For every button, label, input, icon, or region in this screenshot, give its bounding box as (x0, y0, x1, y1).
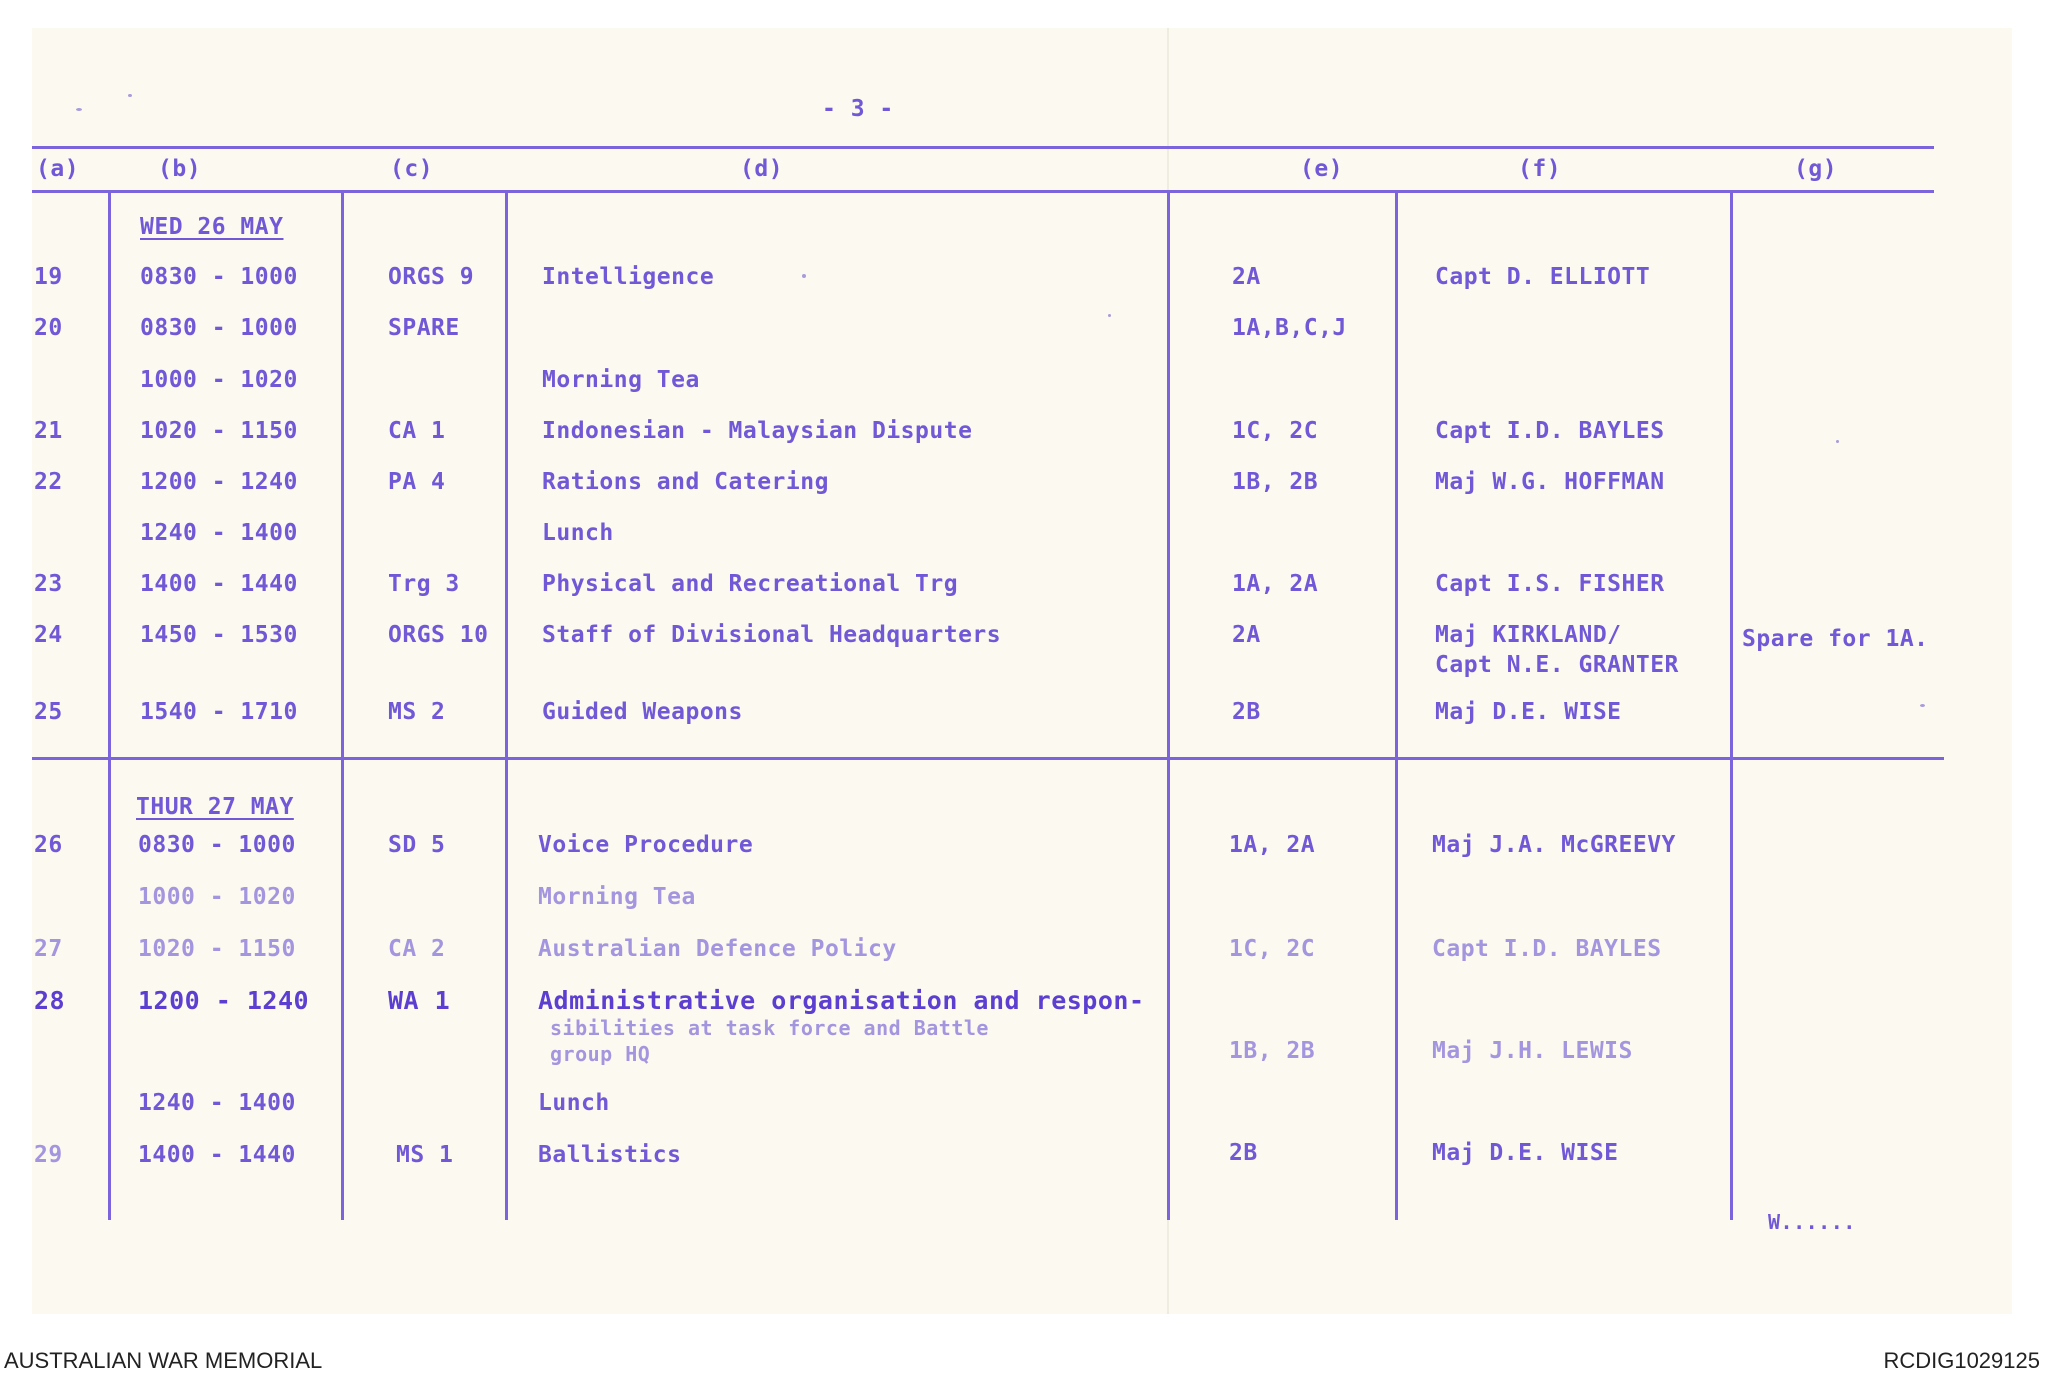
row-subject: Voice Procedure (538, 832, 754, 858)
col-divider-ab (108, 190, 111, 1220)
archive-credit: AUSTRALIAN WAR MEMORIAL (4, 1348, 323, 1373)
row-syndicates: 1C, 2C (1232, 418, 1319, 444)
document-page (32, 28, 2012, 1314)
col-divider-cd (505, 190, 508, 1220)
row-code: Trg 3 (388, 571, 460, 597)
row-syndicates: 2A (1232, 622, 1261, 648)
row-time: 0830 - 1000 (140, 264, 298, 290)
row-time: 1200 - 1240 (140, 469, 298, 495)
row-time: 1540 - 1710 (140, 699, 298, 725)
row-syndicates: 2A (1232, 264, 1261, 290)
ink-speck (802, 274, 806, 278)
row-time: 1400 - 1440 (138, 1142, 296, 1168)
row-subject-line-2: sibilities at task force and Battle (550, 1016, 989, 1040)
row-time: 1450 - 1530 (140, 622, 298, 648)
col-header-e: (e) (1300, 156, 1344, 182)
row-instructor: Capt I.D. BAYLES (1435, 418, 1665, 444)
row-code: WA 1 (388, 986, 451, 1015)
row-time: 1240 - 1400 (138, 1090, 296, 1116)
col-divider-fg (1730, 190, 1733, 1220)
col-header-c: (c) (390, 156, 434, 182)
row-time: 1240 - 1400 (140, 520, 298, 546)
table-top-rule (32, 146, 1934, 149)
row-serial: 29 (34, 1142, 63, 1168)
col-divider-bc (341, 190, 344, 1220)
row-time: 1020 - 1150 (138, 936, 296, 962)
row-time: 1200 - 1240 (138, 986, 310, 1015)
row-instructor: Capt I.D. BAYLES (1432, 936, 1662, 962)
col-header-g: (g) (1794, 156, 1838, 182)
row-subject: Rations and Catering (542, 469, 829, 495)
col-header-b: (b) (158, 156, 202, 182)
row-instructor: Capt I.S. FISHER (1435, 571, 1665, 597)
row-subject: Indonesian - Malaysian Dispute (542, 418, 973, 444)
ink-speck (128, 94, 132, 97)
row-code: MS 2 (388, 699, 446, 725)
row-time: 1020 - 1150 (140, 418, 298, 444)
row-serial: 25 (34, 699, 63, 725)
row-subject: Guided Weapons (542, 699, 743, 725)
row-subject: Australian Defence Policy (538, 936, 897, 962)
row-time: 0830 - 1000 (140, 315, 298, 341)
row-code: SPARE (388, 315, 460, 341)
row-subject: Administrative organisation and respon- (538, 986, 1145, 1015)
ink-speck (76, 108, 82, 111)
row-serial: 21 (34, 418, 63, 444)
row-time: 1000 - 1020 (140, 367, 298, 393)
day-label: THUR 27 MAY (136, 794, 294, 820)
row-time: 0830 - 1000 (138, 832, 296, 858)
row-instructor-2: Capt N.E. GRANTER (1435, 652, 1679, 678)
row-instructor: Maj J.H. LEWIS (1432, 1038, 1633, 1064)
row-remarks: Spare for 1A. (1742, 626, 1929, 652)
row-serial: 28 (34, 986, 66, 1015)
row-code: ORGS 9 (388, 264, 475, 290)
row-time: 1400 - 1440 (140, 571, 298, 597)
row-serial: 23 (34, 571, 63, 597)
row-subject: Morning Tea (542, 367, 700, 393)
row-code: MS 1 (396, 1142, 454, 1168)
row-instructor: Maj D.E. WISE (1435, 699, 1622, 725)
row-subject: Physical and Recreational Trg (542, 571, 959, 597)
row-code: CA 1 (388, 418, 446, 444)
row-serial: 20 (34, 315, 63, 341)
row-code: CA 2 (388, 936, 446, 962)
row-subject-line-3: group HQ (550, 1042, 651, 1066)
row-subject: Lunch (538, 1090, 610, 1116)
row-serial: 19 (34, 264, 63, 290)
ink-speck (1836, 440, 1839, 443)
row-serial: 22 (34, 469, 63, 495)
day-divider-rule (32, 757, 1944, 760)
row-code: PA 4 (388, 469, 446, 495)
row-syndicates: 2B (1232, 699, 1261, 725)
page-number: - 3 - (822, 96, 894, 122)
row-syndicates: 1C, 2C (1229, 936, 1316, 962)
row-instructor: Capt D. ELLIOTT (1435, 264, 1651, 290)
row-syndicates: 1A, 2A (1232, 571, 1319, 597)
row-instructor: Maj KIRKLAND/ (1435, 622, 1622, 648)
row-code: ORGS 10 (388, 622, 489, 648)
row-syndicates: 1B, 2B (1232, 469, 1319, 495)
header-rule (32, 190, 1934, 193)
row-subject: Intelligence (542, 264, 715, 290)
row-subject: Morning Tea (538, 884, 696, 910)
day-label: WED 26 MAY (140, 214, 284, 240)
col-header-a: (a) (36, 156, 80, 182)
row-syndicates: 2B (1229, 1140, 1258, 1166)
row-instructor: Maj W.G. HOFFMAN (1435, 469, 1665, 495)
archive-id: RCDIG1029125 (1883, 1348, 2040, 1373)
row-serial: 27 (34, 936, 63, 962)
ink-speck (1920, 704, 1925, 707)
col-header-d: (d) (740, 156, 784, 182)
col-divider-de (1167, 190, 1170, 1220)
row-code: SD 5 (388, 832, 446, 858)
row-serial: 24 (34, 622, 63, 648)
col-header-f: (f) (1518, 156, 1562, 182)
row-syndicates: 1A,B,C,J (1232, 315, 1347, 341)
row-subject: Lunch (542, 520, 614, 546)
ink-speck (1108, 314, 1111, 317)
row-time: 1000 - 1020 (138, 884, 296, 910)
col-divider-ef (1395, 190, 1398, 1220)
row-instructor: Maj D.E. WISE (1432, 1140, 1619, 1166)
row-subject: Ballistics (538, 1142, 682, 1168)
row-syndicates: 1A, 2A (1229, 832, 1316, 858)
row-instructor: Maj J.A. McGREEVY (1432, 832, 1676, 858)
row-serial: 26 (34, 832, 63, 858)
row-subject: Staff of Divisional Headquarters (542, 622, 1002, 648)
row-syndicates: 1B, 2B (1229, 1038, 1316, 1064)
continuation-mark: W...... (1768, 1210, 1856, 1234)
